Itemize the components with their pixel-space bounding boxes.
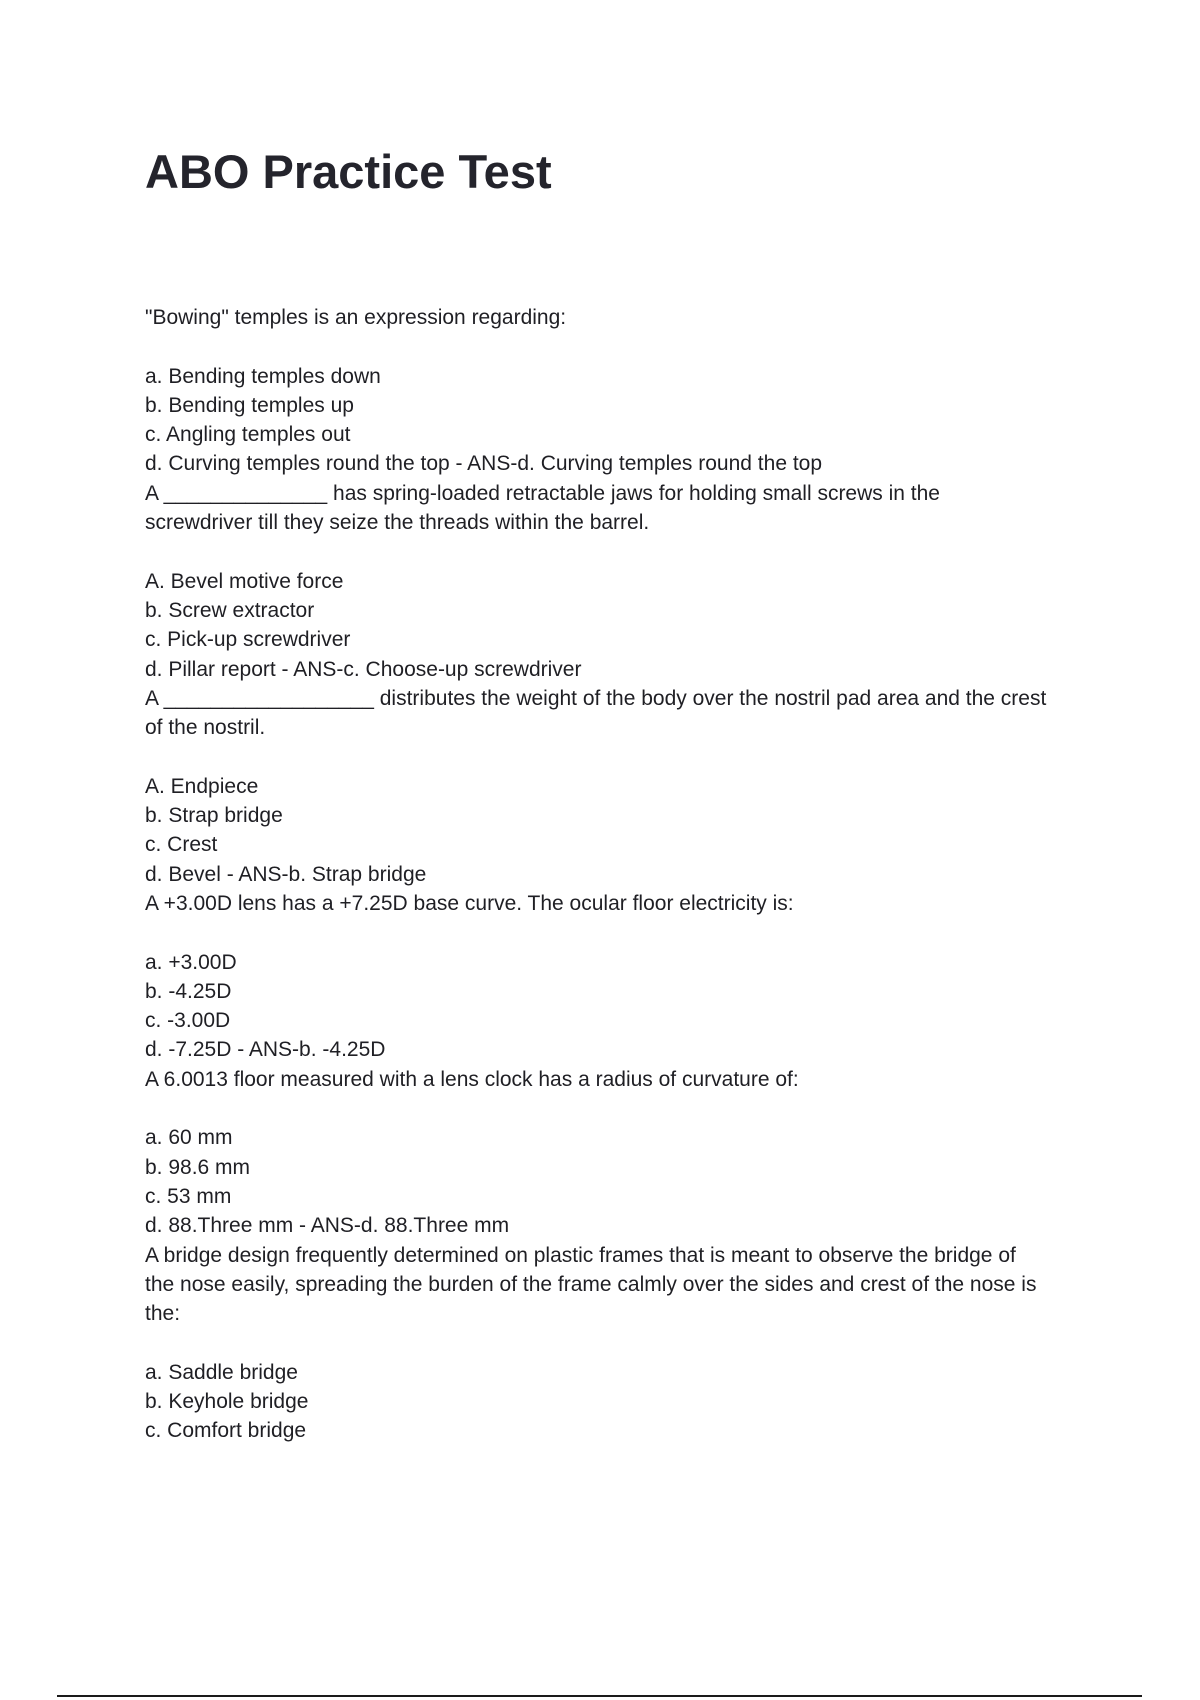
spacer — [145, 537, 1090, 566]
footer-divider — [57, 1695, 1142, 1697]
question-5 — [145, 1065, 1090, 1241]
page-title: ABO Practice Test — [145, 145, 552, 198]
answer-option: a. +3.00D — [145, 950, 237, 974]
question-stem: of the nostril. — [145, 716, 266, 740]
question-stem: A +3.00D lens has a +7.25D base curve. The ocular floor electricity is: — [145, 891, 794, 915]
question-1 — [145, 303, 1090, 479]
question-stem: A bridge design frequently determined on plastic frames that is meant to observe the bridge of — [145, 1243, 1016, 1267]
answer-option: a. Bending temples down — [145, 364, 381, 388]
question-stem: screwdriver till they seize the threads within the barrel. — [145, 511, 650, 535]
spacer — [145, 1094, 1090, 1123]
question-stem: A __________________ distributes the weight of the body over the nostril pad area and the crest — [145, 686, 1047, 710]
answer-option: A. Bevel motive force — [145, 569, 344, 593]
question-stem: A ______________ has spring-loaded retractable jaws for holding small screws in the — [145, 481, 940, 505]
question-stem: the: — [145, 1302, 181, 1326]
answer-option: c. Crest — [145, 833, 218, 857]
answer-option-with-answer: d. Pillar report - ANS-c. Choose-up screwdriver — [145, 657, 582, 681]
answer-option: a. Saddle bridge — [145, 1360, 298, 1384]
answer-option: b. Screw extractor — [145, 598, 315, 622]
question-2 — [145, 479, 1090, 684]
answer-option: c. -3.00D — [145, 1009, 231, 1033]
answer-option: b. Strap bridge — [145, 804, 283, 828]
spacer — [145, 742, 1090, 771]
question-4 — [145, 889, 1090, 1065]
spacer — [145, 332, 1090, 361]
answer-option: c. Pick-up screwdriver — [145, 628, 351, 652]
answer-option-with-answer: d. 88.Three mm - ANS-d. 88.Three mm — [145, 1214, 510, 1238]
answer-option: c. Angling temples out — [145, 423, 351, 447]
question-3 — [145, 684, 1090, 889]
question-stem: "Bowing" temples is an expression regarding: — [145, 306, 567, 329]
answer-option: c. Comfort bridge — [145, 1419, 307, 1443]
answer-option: b. Bending temples up — [145, 393, 354, 417]
answer-option-with-answer: d. Curving temples round the top - ANS-d. Curving temples round the top — [145, 452, 823, 476]
answer-option: b. Keyhole bridge — [145, 1389, 309, 1413]
question-6 — [145, 1241, 1090, 1446]
document-body — [145, 303, 1090, 1446]
answer-option-with-answer: d. Bevel - ANS-b. Strap bridge — [145, 862, 427, 886]
answer-option: b. 98.6 mm — [145, 1155, 251, 1179]
spacer — [145, 918, 1090, 947]
answer-option: A. Endpiece — [145, 774, 259, 798]
answer-option-with-answer: d. -7.25D - ANS-b. -4.25D — [145, 1038, 386, 1062]
answer-option: a. 60 mm — [145, 1126, 233, 1150]
answer-option: b. -4.25D — [145, 979, 232, 1003]
question-stem: the nose easily, spreading the burden of the frame calmly over the sides and crest of the nose is — [145, 1272, 1037, 1296]
answer-option: c. 53 mm — [145, 1184, 232, 1208]
spacer — [145, 1328, 1090, 1357]
question-stem: A 6.0013 floor measured with a lens clock has a radius of curvature of: — [145, 1067, 799, 1091]
